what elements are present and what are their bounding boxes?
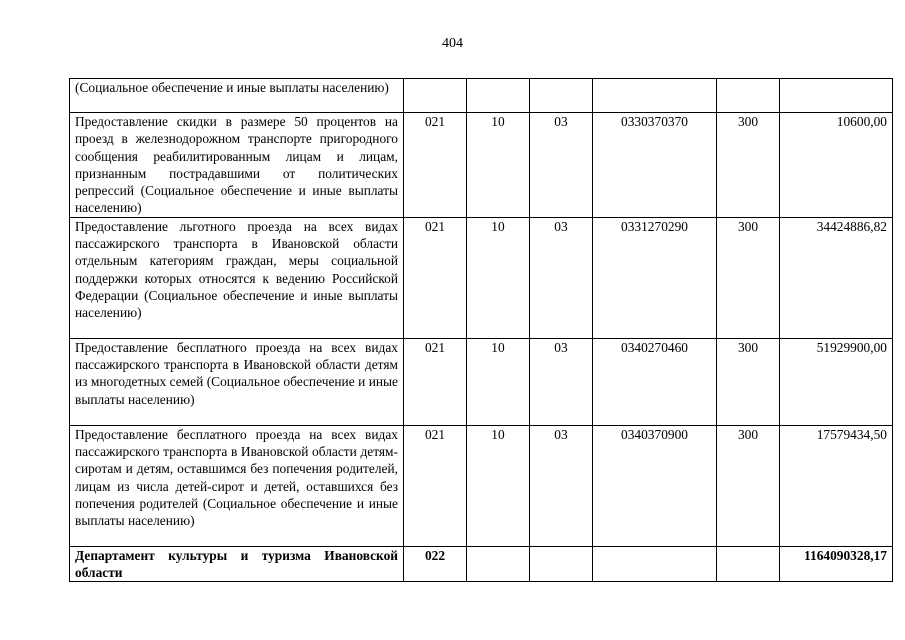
row-subsection (530, 79, 593, 113)
row-expense-type: 300 (717, 113, 780, 218)
row-description: (Социальное обеспечение и иные выплаты населению) (70, 79, 404, 113)
row-description: Предоставление льготного проезда на всех видах пассажирского транспорта в Ивановской области отдельным категориям граждан, меры социальной поддержки которых относятся к ведению Российской Федерации (Социальное обеспечение и иные выплаты населению) (70, 217, 404, 338)
row-expense-type: 300 (717, 338, 780, 425)
row-target-article: 0340270460 (593, 338, 717, 425)
table-row (70, 546, 893, 582)
page-number: 404 (442, 36, 463, 51)
row-admin-code: 022 (404, 546, 467, 582)
table-row (70, 217, 893, 338)
row-target-article (593, 546, 717, 582)
row-target-article: 0331270290 (593, 217, 717, 338)
row-expense-type: 300 (717, 217, 780, 338)
row-description: Предоставление бесплатного проезда на всех видах пассажирского транспорта в Ивановской области детям из многодетных семей (Социальное обеспечение и иные выплаты населению) (70, 338, 404, 425)
row-amount: 51929900,00 (780, 338, 893, 425)
row-description: Предоставление бесплатного проезда на всех видах пассажирского транспорта в Ивановской области детям-сиротам и детям, оставшимся без попечения родителей, лицам из числа детей-сирот и детей, оставшихся без попечения родителей (Социальное обеспечение и иные выплаты населению) (70, 425, 404, 546)
table-row (70, 79, 893, 113)
row-target-article (593, 79, 717, 113)
row-section: 10 (467, 113, 530, 218)
row-section (467, 546, 530, 582)
row-admin-code: 021 (404, 338, 467, 425)
row-subsection: 03 (530, 113, 593, 218)
row-expense-type (717, 546, 780, 582)
row-section (467, 79, 530, 113)
budget-table (69, 78, 893, 582)
row-amount: 1164090328,17 (780, 546, 893, 582)
row-amount: 17579434,50 (780, 425, 893, 546)
row-admin-code: 021 (404, 425, 467, 546)
row-section: 10 (467, 217, 530, 338)
row-amount: 10600,00 (780, 113, 893, 218)
row-admin-code: 021 (404, 113, 467, 218)
row-admin-code: 021 (404, 217, 467, 338)
row-target-article: 0340370900 (593, 425, 717, 546)
table-row (70, 338, 893, 425)
row-section: 10 (467, 338, 530, 425)
table-row (70, 113, 893, 218)
row-subsection (530, 546, 593, 582)
row-admin-code (404, 79, 467, 113)
row-subsection: 03 (530, 338, 593, 425)
row-amount (780, 79, 893, 113)
row-description: Предоставление скидки в размере 50 процентов на проезд в железнодорожном транспорте пригородного сообщения реабилитированным лицам и лицам, признанным пострадавшими от политических репрессий (Социальное обеспечение и иные выплаты населению) (70, 113, 404, 218)
row-amount: 34424886,82 (780, 217, 893, 338)
row-expense-type (717, 79, 780, 113)
row-subsection: 03 (530, 217, 593, 338)
row-section: 10 (467, 425, 530, 546)
row-target-article: 0330370370 (593, 113, 717, 218)
row-expense-type: 300 (717, 425, 780, 546)
row-subsection: 03 (530, 425, 593, 546)
table-row (70, 425, 893, 546)
row-description: Департамент культуры и туризма Ивановской области (70, 546, 404, 582)
